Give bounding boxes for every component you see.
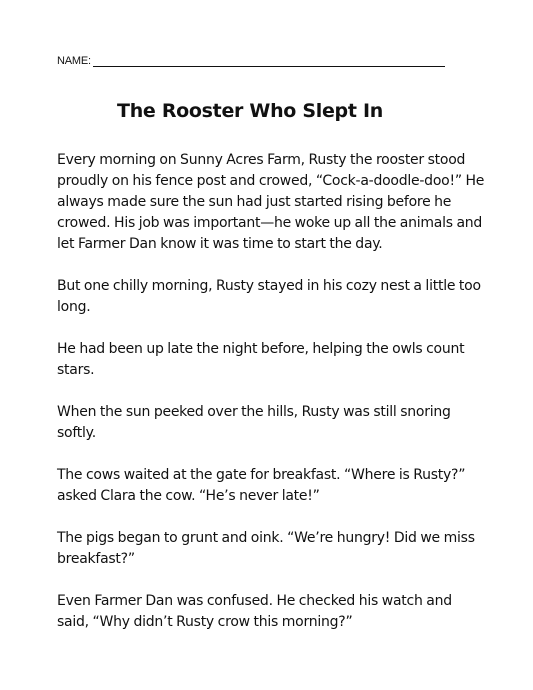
page-title: The Rooster Who Slept In (117, 100, 383, 122)
story-paragraph: Even Farmer Dan was confused. He checked his watch and said, “Why didn’t Rusty crow this morning?” (57, 593, 452, 630)
story-text (57, 150, 487, 654)
story-paragraph: The cows waited at the gate for breakfast. “Where is Rusty?” asked Clara the cow. “He’s never late!” (57, 467, 466, 504)
name-label: NAME: (57, 55, 91, 67)
story-paragraph: When the sun peeked over the hills, Rusty was still snoring softly. (57, 404, 451, 441)
story-paragraph: But one chilly morning, Rusty stayed in his cozy nest a little too long. (57, 278, 481, 315)
name-write-line[interactable] (93, 66, 445, 67)
story-paragraph: The pigs began to grunt and oink. “We’re hungry! Did we miss breakfast?” (57, 530, 475, 567)
name-field[interactable] (57, 55, 445, 68)
story-paragraph: Every morning on Sunny Acres Farm, Rusty the rooster stood proudly on his fence post and crowed, “Cock-a-doodle-doo!” He always made sure the sun had just started rising before he crowed. His job was important—he woke up all the animals and let Farmer Dan know it was time to start the day. (57, 152, 485, 252)
story-paragraph: He had been up late the night before, helping the owls count stars. (57, 341, 465, 378)
